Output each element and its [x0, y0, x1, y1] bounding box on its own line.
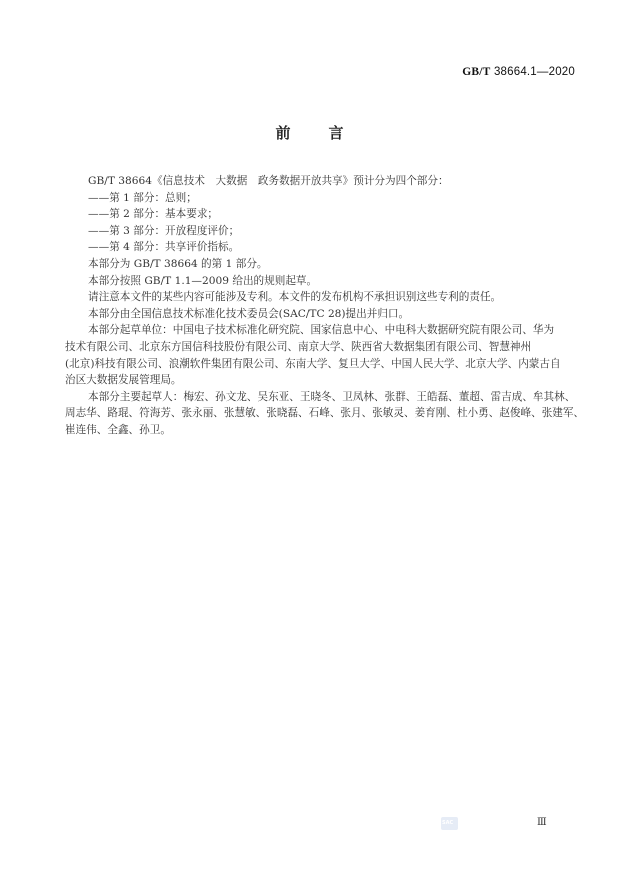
part-statement: 本部分为 GB/T 38664 的第 1 部分。 [88, 257, 268, 270]
foreword-body [65, 173, 585, 439]
paragraph-line: (北京)科技有限公司、浪潮软件集团有限公司、东南大学、复旦大学、中国人民大学、北京大学、内蒙古自 [65, 357, 561, 370]
paragraph-line: 周志华、路琨、符海芳、张永丽、张慧敏、张晓磊、石峰、张月、张敏灵、姜育刚、杜小勇、赵俊峰、张建军、 [65, 407, 585, 420]
paragraph-line: 治区大数据发展管理局。 [65, 374, 182, 387]
paragraph-line: 本部分起草单位：中国电子技术标准化研究院、国家信息中心、中电科大数据研究院有限公司、华为 [88, 324, 555, 337]
logo-text: SAC [442, 820, 454, 826]
paragraph-line: 崔连伟、全鑫、孙卫。 [65, 423, 171, 436]
part-list-item: ——第 2 部分：基本要求； [88, 208, 219, 221]
page-title [0, 122, 619, 143]
patent-notice: 请注意本文件的某些内容可能涉及专利。本文件的发布机构不承担识别这些专利的责任。 [88, 291, 502, 304]
paragraph-line: 技术有限公司、北京东方国信科技股份有限公司、南京大学、陕西省大数据集团有限公司、智慧神州 [65, 340, 532, 353]
title-char-2: 言 [328, 124, 344, 142]
intro-line: GB/T 38664《信息技术 大数据 政务数据开放共享》预计分为四个部分： [88, 175, 449, 187]
drafting-rule-statement: 本部分按照 GB/T 1.1—2009 给出的规则起草。 [88, 274, 318, 287]
committee-statement: 本部分由全国信息技术标准化技术委员会(SAC/TC 28)提出并归口。 [88, 307, 410, 320]
page-number: Ⅲ [537, 817, 547, 828]
standard-number: 38664.1—2020 [493, 66, 575, 78]
standard-prefix: GB/T [462, 66, 491, 78]
paragraph-line: 本部分主要起草人：梅宏、孙文龙、吴东亚、王晓冬、卫凤林、张群、王皓磊、董超、雷吉成、牟其林、 [88, 390, 576, 403]
part-list-item: ——第 3 部分：开放程度评价； [88, 224, 240, 237]
title-char-1: 前 [275, 124, 291, 142]
drafters-paragraph [65, 389, 585, 439]
standard-code-header [462, 66, 575, 78]
part-list-item: ——第 1 部分：总则； [88, 191, 197, 204]
sac-logo-icon [441, 817, 458, 830]
part-list-item: ——第 4 部分：共享评价指标。 [88, 241, 240, 254]
drafting-units-paragraph [65, 322, 565, 388]
